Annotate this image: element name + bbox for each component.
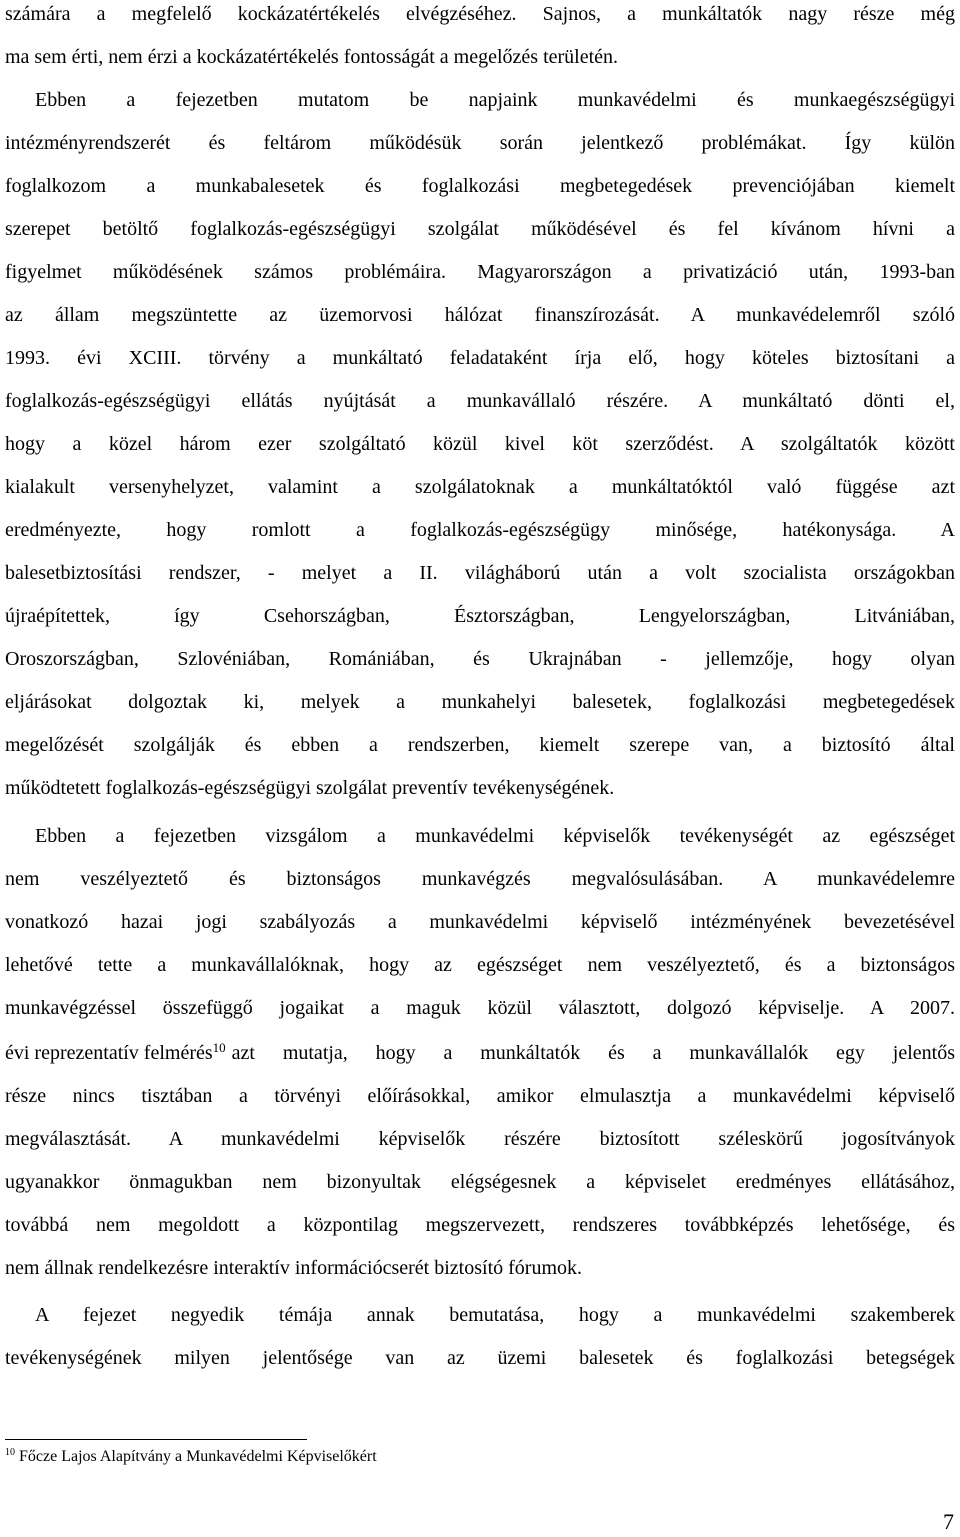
text-line: figyelmet működésének számos problémáira. Magyarországon a privatizáció után, 1993-ban	[5, 261, 955, 283]
text-fragment: évi reprezentatív felmérés$^{10}$	[5, 1040, 226, 1064]
footnote-reference: 10	[212, 1040, 226, 1055]
text-line: ma sem érti, nem érzi a kockázatértékelés fontosságát a megelőzés területén.	[5, 46, 619, 68]
footnote-number: 10	[5, 1447, 15, 1458]
text-line: 1993. évi XCIII. törvény a munkáltató feladataként írja elő, hogy köteles biztosítani a	[5, 347, 955, 369]
text-line: szerepet betöltő foglalkozás-egészségügyi szolgálat működésével és fel kívánom hívni a	[5, 218, 955, 240]
text-line: nem állnak rendelkezésre interaktív információcserét biztosító fórumok.	[5, 1257, 583, 1279]
text-line: foglalkozom a munkabalesetek és foglalkozási megbetegedések prevenciójában kiemelt	[5, 175, 955, 197]
text-line: intézményrendszerét és feltárom működésük során jelentkező problémákat. Így külön	[5, 132, 955, 154]
page-number: 7	[943, 1509, 954, 1534]
text-line: A fejezet negyedik témája annak bemutatása, hogy a munkavédelmi szakemberek	[35, 1304, 955, 1326]
text-line: megválasztását. A munkavédelmi képviselők részére biztosított széleskörű jogosítványok	[5, 1128, 955, 1150]
text-line: hogy a közel három ezer szolgáltató közül kivel köt szerződést. A szolgáltatók között	[5, 433, 955, 455]
text-line: eljárásokat dolgoztak ki, melyek a munkahelyi balesetek, foglalkozási megbetegedések	[5, 691, 955, 713]
text-line: Oroszországban, Szlovéniában, Romániában, és Ukrajnában - jellemzője, hogy olyan	[5, 648, 955, 670]
text-line-with-footnote-ref	[5, 1041, 955, 1065]
text-line: tevékenységének milyen jelentősége van az üzemi balesetek és foglalkozási betegségek	[5, 1347, 955, 1369]
text-line: vonatkozó hazai jogi szabályozás a munkavédelmi képviselő intézményének bevezetésével	[5, 911, 955, 933]
text-line: része nincs tisztában a törvényi előírásokkal, amikor elmulasztja a munkavédelmi képviselő	[5, 1085, 955, 1107]
text-line: nem veszélyeztető és biztonságos munkavégzés megvalósulásában. A munkavédelemre	[5, 868, 955, 890]
footnote-separator	[5, 1439, 307, 1440]
text-line: számára a megfelelő kockázatértékelés elvégzéséhez. Sajnos, a munkáltatók nagy része még	[5, 3, 955, 25]
text-line: az állam megszüntette az üzemorvosi hálózat finanszírozását. A munkavédelemről szóló	[5, 304, 955, 326]
footnote-text: Főcze Lajos Alapítvány a Munkavédelmi Képviselőkért	[15, 1448, 377, 1465]
text-line: balesetbiztosítási rendszer, - melyet a II. világháború után a volt szocialista országokban	[5, 562, 955, 584]
text-line: eredményezte, hogy romlott a foglalkozás-egészségügy minősége, hatékonysága. A	[5, 519, 955, 541]
text-line: lehetővé tette a munkavállalóknak, hogy az egészséget nem veszélyeztető, és a biztonságos	[5, 954, 955, 976]
text-line: kialakult versenyhelyzet, valamint a szolgálatoknak a munkáltatóktól való függése azt	[5, 476, 955, 498]
text-line: továbbá nem megoldott a központilag megszervezett, rendszeres továbbképzés lehetősége, és	[5, 1214, 955, 1236]
footnote	[5, 1447, 377, 1467]
text-line: foglalkozás-egészségügyi ellátás nyújtását a munkavállaló részére. A munkáltató dönti el,	[5, 390, 955, 412]
text-line: megelőzését szolgálják és ebben a rendszerben, kiemelt szerepe van, a biztosító által	[5, 734, 955, 756]
text-line: munkavégzéssel összefüggő jogaikat a maguk közül választott, dolgozó képviselje. A 2007.	[5, 997, 955, 1019]
text-line: ugyanakkor önmagukban nem bizonyultak elégségesnek a képviselet eredményes ellátásához,	[5, 1171, 955, 1193]
text-line: újraépítettek, így Csehországban, Észtországban, Lengyelországban, Litvániában,	[5, 605, 955, 627]
text-fragment: azt mutatja, hogy a munkáltatók és a munkavállalók egy jelentős	[231, 1042, 955, 1064]
text-line: Ebben a fejezetben vizsgálom a munkavédelmi képviselők tevékenységét az egészséget	[35, 825, 955, 847]
text-line: működtetett foglalkozás-egészségügyi szolgálat preventív tevékenységének.	[5, 777, 615, 799]
text-line: Ebben a fejezetben mutatom be napjaink munkavédelmi és munkaegészségügyi	[35, 89, 955, 111]
